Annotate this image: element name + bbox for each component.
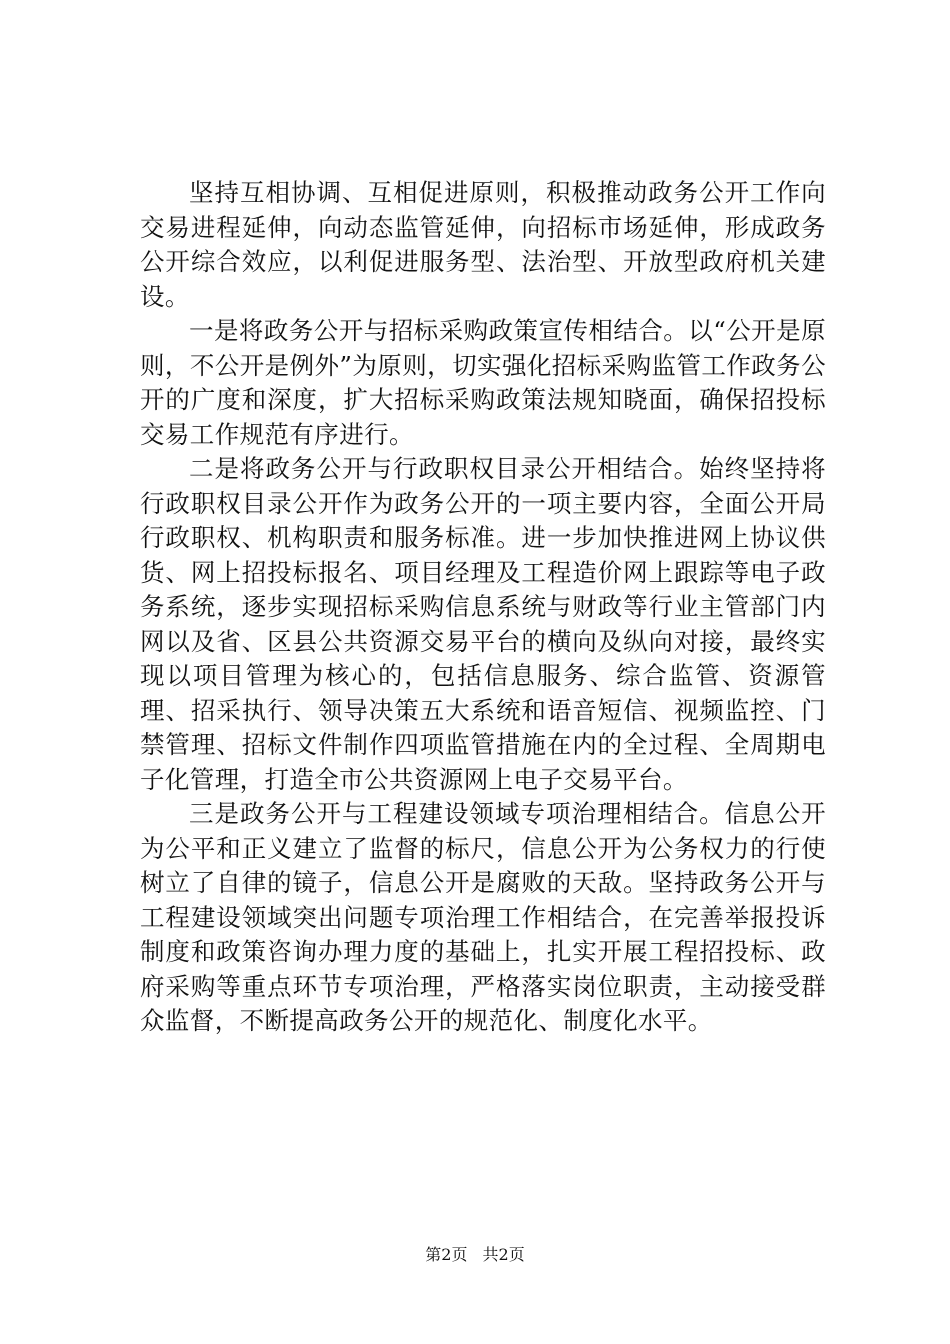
paragraph-special-governance: 三是政务公开与工程建设领域专项治理相结合。信息公开为公平和正义建立了监督的标尺，信息公开为公务权力的行使树立了自律的镜子，信息公开是腐败的天敌。坚持政务公开与工程建设领域突出问题专项治理工作相结合，在完善举报投诉制度和政策咨询办理力度的基础上，扎实开展工程招投标、政府采购等重点环节专项治理，严格落实岗位职责，主动接受群众监督，不断提高政务公开的规范化、制度化水平。 (140, 799, 826, 1035)
paragraph-policy-publicity: 一是将政务公开与招标采购政策宣传相结合。以“公开是原则，不公开是例外”为原则，切实强化招标采购监管工作政务公开的广度和深度，扩大招标采购政策法规知晓面，确保招投标交易工作规范有序进行。 (140, 316, 826, 449)
page-total: 共2页 (482, 1245, 525, 1264)
paragraph-power-catalog: 二是将政务公开与行政职权目录公开相结合。始终坚持将行政职权目录公开作为政务公开的一项主要内容，全面公开局行政职权、机构职责和服务标准。进一步加快推进网上协议供货、网上招投标报名、项目经理及工程造价网上跟踪等电子政务系统，逐步实现招标采购信息系统与财政等行业主管部门内网以及省、区县公共资源交易平台的横向及纵向对接，最终实现以项目管理为核心的，包括信息服务、综合监管、资源管理、招采执行、领导决策五大系统和语音短信、视频监控、门禁管理、招标文件制作四项监管措施在内的全过程、全周期电子化管理，打造全市公共资源网上电子交易平台。 (140, 454, 826, 794)
page-number: 第2页 (425, 1245, 468, 1264)
page-footer (0, 1244, 950, 1266)
document-body (140, 176, 826, 1039)
paragraph-intro: 坚持互相协调、互相促进原则，积极推动政务公开工作向交易进程延伸，向动态监管延伸，向招标市场延伸，形成政务公开综合效应，以利促进服务型、法治型、开放型政府机关建设。 (140, 178, 826, 311)
